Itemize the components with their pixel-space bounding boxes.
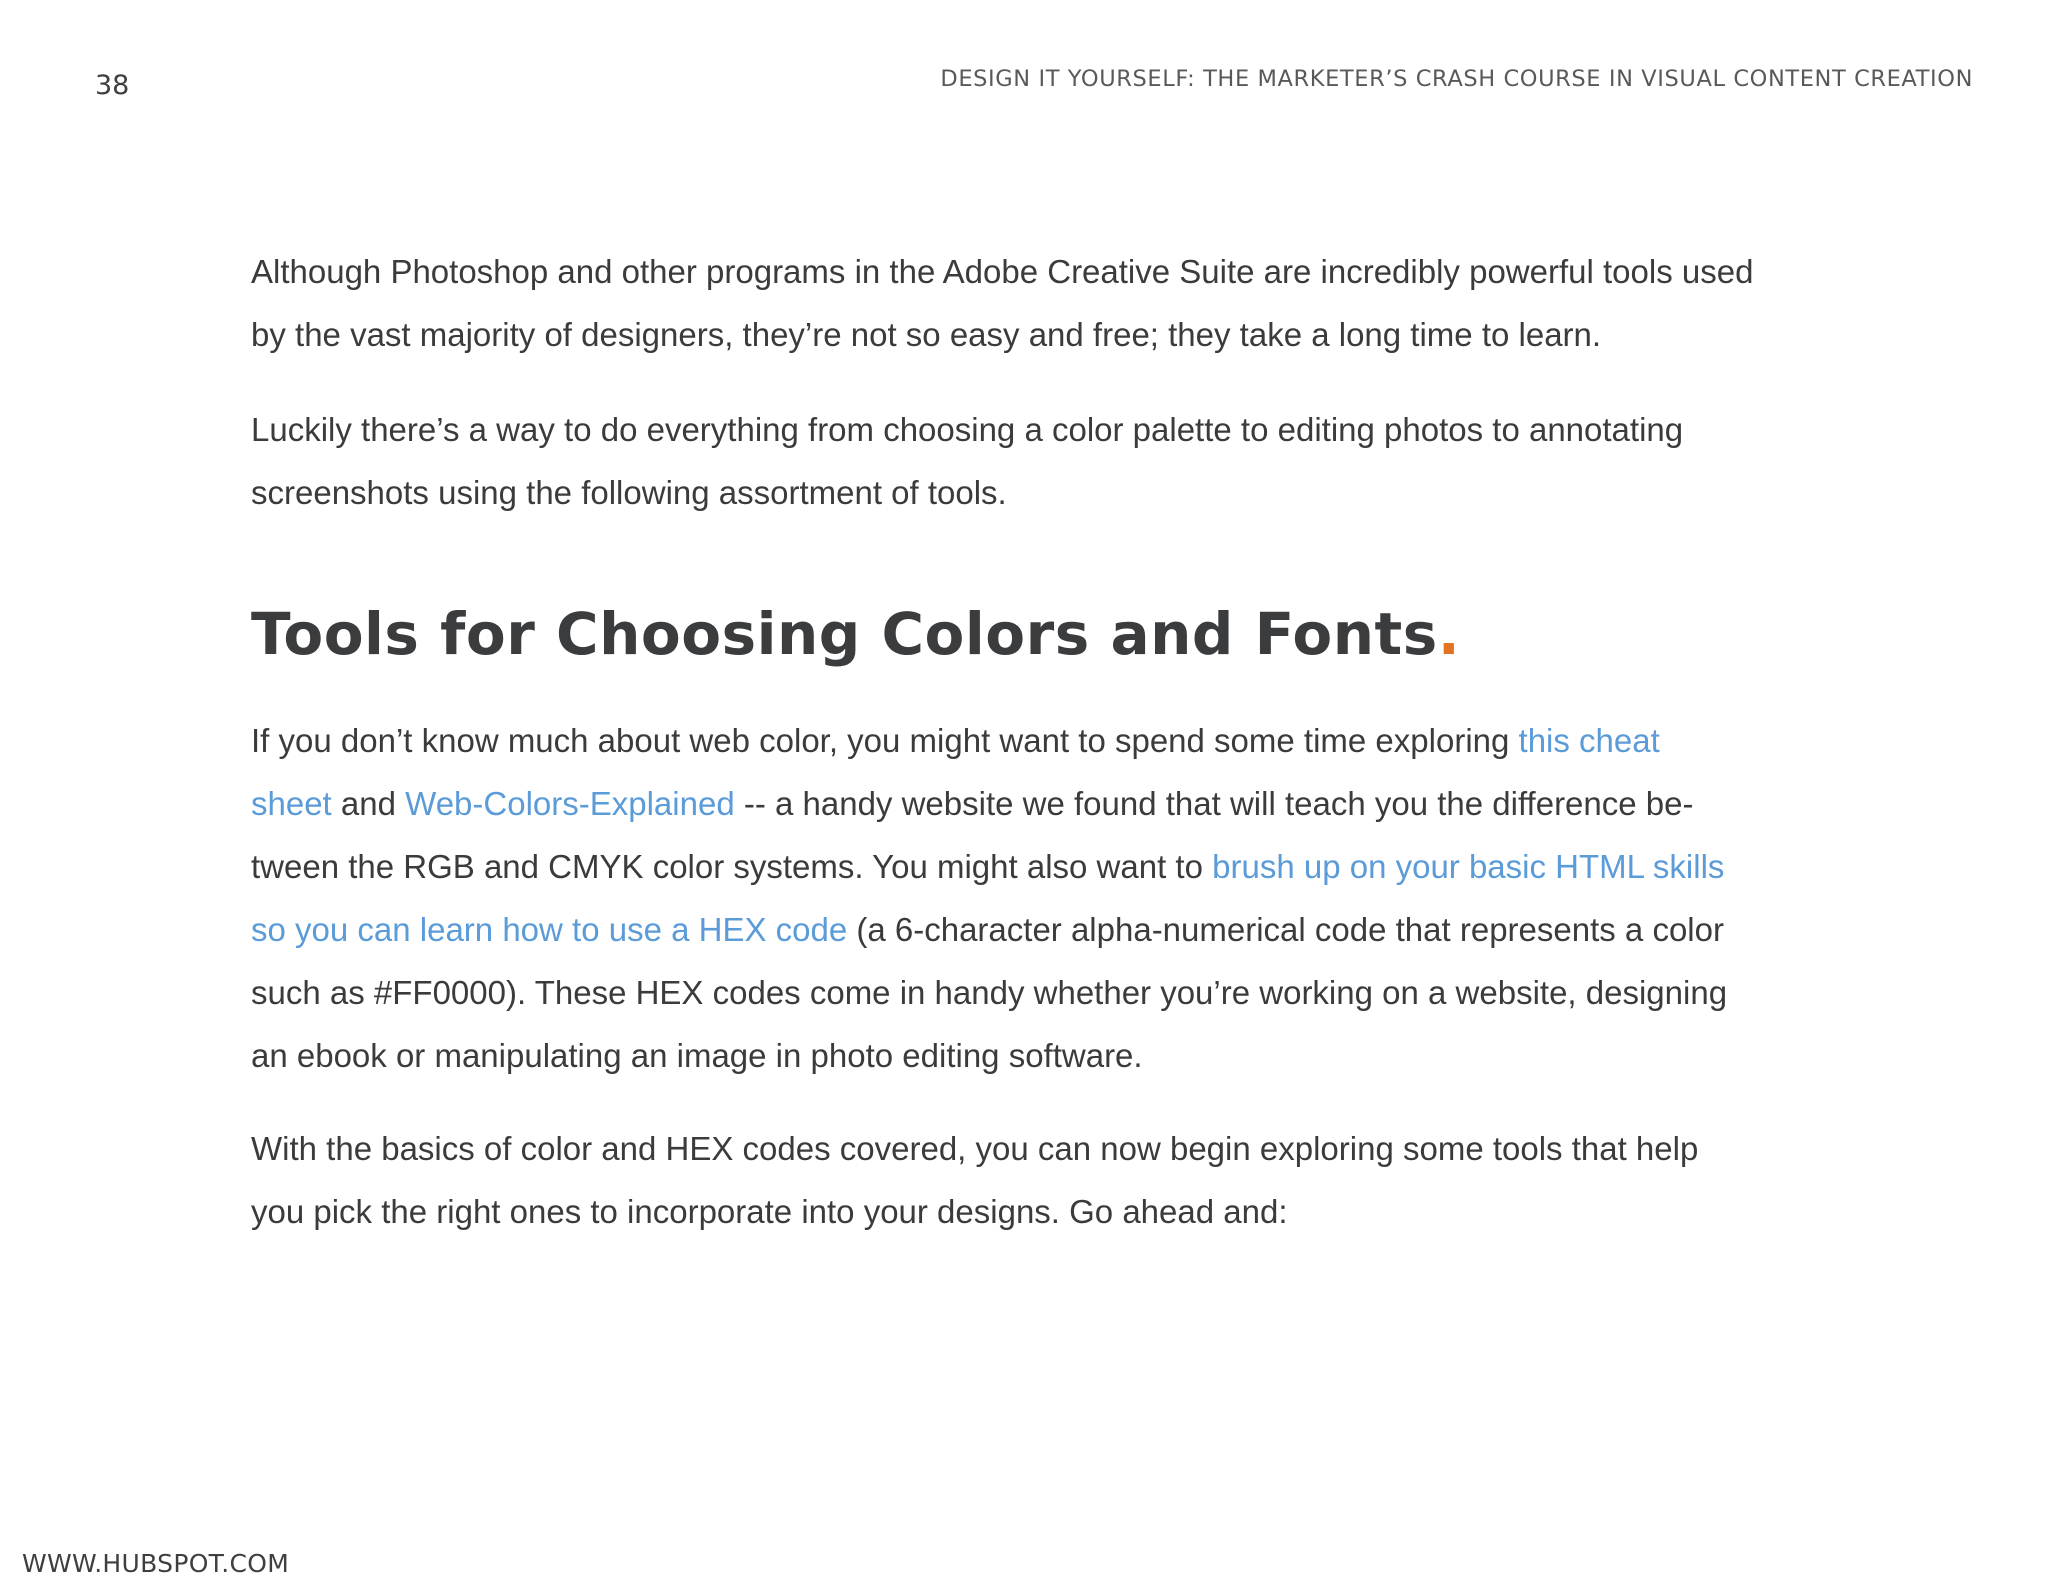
web-color-text-5: (a 6-character alpha-numerical code that represents a color	[847, 911, 1724, 948]
html-skills-link[interactable]: brush up on your basic HTML skills	[1212, 848, 1725, 885]
page-number: 38	[95, 70, 130, 101]
cheat-sheet-link[interactable]: this cheat	[1518, 722, 1660, 759]
web-color-text-2: and	[331, 785, 406, 822]
hex-code-link[interactable]: so you can learn how to use a HEX code	[251, 911, 848, 948]
cheat-sheet-link-continued[interactable]: sheet	[251, 785, 332, 822]
tools-intro-paragraph	[251, 398, 1831, 524]
section-heading	[251, 600, 1460, 668]
intro-line-2: by the vast majority of designers, they’re not so easy and free; they take a long time to learn.	[251, 316, 1602, 353]
intro-paragraph	[251, 240, 1831, 366]
tools-intro-line-1: Luckily there’s a way to do everything from choosing a color palette to editing photos to annotating	[251, 411, 1684, 448]
intro-line-1: Although Photoshop and other programs in the Adobe Creative Suite are incredibly powerful tools used	[251, 253, 1754, 290]
basics-line-1: With the basics of color and HEX codes covered, you can now begin exploring some tools that help	[251, 1130, 1699, 1167]
heading-accent-dot: .	[1437, 600, 1461, 668]
web-color-text-1: If you don’t know much about web color, you might want to spend some time exploring	[251, 722, 1519, 759]
running-header-title: DESIGN IT YOURSELF: THE MARKETER’S CRASH COURSE IN VISUAL CONTENT CREATION	[940, 66, 1973, 92]
web-color-text-4: tween the RGB and CMYK color systems. You might also want to	[251, 848, 1213, 885]
web-color-text-6: such as #FF0000). These HEX codes come in handy whether you’re working on a website, designing	[251, 974, 1728, 1011]
section-heading-text: Tools for Choosing Colors and Fonts	[251, 600, 1438, 668]
basics-covered-paragraph	[251, 1117, 1831, 1243]
web-color-text-7: an ebook or manipulating an image in photo editing software.	[251, 1037, 1143, 1074]
web-color-text-3: -- a handy website we found that will teach you the difference be-	[734, 785, 1694, 822]
tools-intro-line-2: screenshots using the following assortment of tools.	[251, 474, 1007, 511]
footer-url: WWW.HUBSPOT.COM	[22, 1549, 290, 1578]
basics-line-2: you pick the right ones to incorporate into your designs. Go ahead and:	[251, 1193, 1288, 1230]
web-colors-explained-link[interactable]: Web-Colors-Explained	[405, 785, 735, 822]
web-color-paragraph	[251, 709, 1811, 1087]
